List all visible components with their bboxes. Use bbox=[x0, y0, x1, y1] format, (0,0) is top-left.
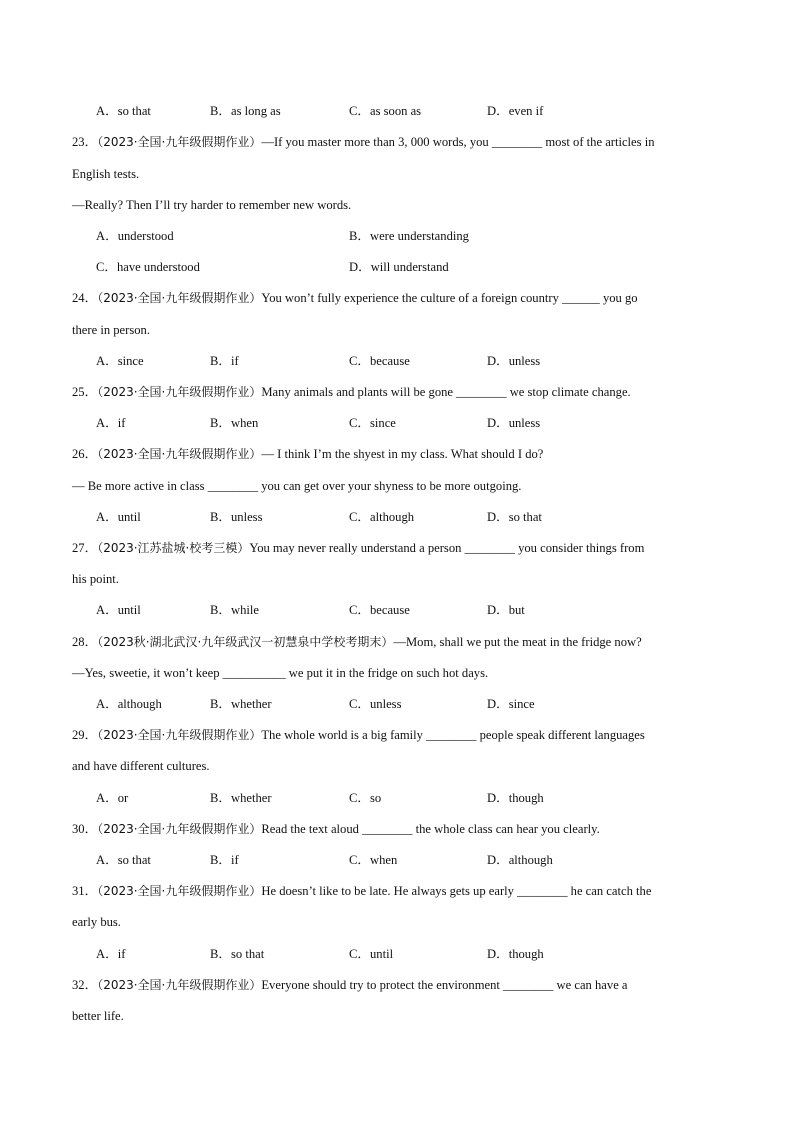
option-a: A．if bbox=[96, 947, 126, 961]
question-number: 28． bbox=[72, 635, 98, 649]
option-a: A．or bbox=[96, 791, 129, 805]
question-number: 25． bbox=[72, 385, 98, 399]
option-b: B．if bbox=[210, 853, 239, 867]
option-d: D．unless bbox=[487, 416, 541, 430]
option-d: D．so that bbox=[487, 510, 542, 524]
question-number: 29． bbox=[72, 728, 98, 742]
question-28-stem bbox=[72, 634, 642, 650]
option-d: D．though bbox=[487, 791, 544, 805]
option-a: A．so that bbox=[96, 853, 151, 867]
option-b: B．whether bbox=[210, 697, 272, 711]
question-29-stem bbox=[72, 727, 645, 743]
question-text: —Mom, shall we put the meat in the fridge now? bbox=[393, 635, 642, 649]
question-text: Read the text aloud ________ the whole class can hear you clearly. bbox=[261, 822, 600, 836]
question-23-stem bbox=[72, 134, 655, 150]
question-number: 31． bbox=[72, 884, 98, 898]
question-text: The whole world is a big family ________ people speak different languages bbox=[261, 728, 645, 742]
option-a: A．since bbox=[96, 354, 144, 368]
question-32-stem bbox=[72, 977, 628, 993]
question-text: —Really? Then I’ll try harder to remember new words. bbox=[72, 198, 352, 212]
option-d: D．but bbox=[487, 603, 525, 617]
question-number: 23． bbox=[72, 135, 98, 149]
option-a: A．if bbox=[96, 416, 126, 430]
question-source: （2023·全国·九年级假期作业） bbox=[97, 135, 262, 149]
option-b: B．so that bbox=[210, 947, 265, 961]
option-c: C．although bbox=[349, 510, 415, 524]
option-c: C．as soon as bbox=[349, 104, 422, 118]
option-a: A．until bbox=[96, 603, 141, 617]
option-c: C．unless bbox=[349, 697, 402, 711]
question-24-stem bbox=[72, 290, 638, 306]
question-source: （2023·江苏盐城·校考三模） bbox=[97, 541, 250, 555]
option-b: B．while bbox=[210, 603, 259, 617]
question-text: English tests. bbox=[72, 167, 140, 181]
option-b: B．unless bbox=[210, 510, 263, 524]
option-b: B．whether bbox=[210, 791, 272, 805]
question-source: （2023·全国·九年级假期作业） bbox=[97, 884, 262, 898]
question-source: （2023·全国·九年级假期作业） bbox=[97, 978, 262, 992]
question-27-stem bbox=[72, 540, 644, 556]
question-text: —If you master more than 3, 000 words, you ________ most of the articles in bbox=[261, 135, 655, 149]
option-c: C．have understood bbox=[96, 260, 200, 274]
question-30-stem bbox=[72, 821, 600, 837]
option-c: C．because bbox=[349, 603, 410, 617]
option-b: B．as long as bbox=[210, 104, 281, 118]
option-b: B．were understanding bbox=[349, 229, 469, 243]
question-25-stem bbox=[72, 384, 631, 400]
option-c: C．so bbox=[349, 791, 382, 805]
option-a: A．until bbox=[96, 510, 141, 524]
option-c: C．since bbox=[349, 416, 396, 430]
question-number: 24． bbox=[72, 291, 98, 305]
question-text: He doesn’t like to be late. He always gets up early ________ he can catch the bbox=[261, 884, 652, 898]
question-source: （2023秋·湖北武汉·九年级武汉一初慧泉中学校考期末） bbox=[97, 635, 394, 649]
question-number: 27． bbox=[72, 541, 98, 555]
question-source: （2023·全国·九年级假期作业） bbox=[97, 728, 262, 742]
option-a: A．understood bbox=[96, 229, 174, 243]
option-d: D．will understand bbox=[349, 260, 449, 274]
question-number: 26． bbox=[72, 447, 98, 461]
question-number: 30． bbox=[72, 822, 98, 836]
question-text: —Yes, sweetie, it won’t keep __________ we put it in the fridge on such hot days. bbox=[72, 666, 489, 680]
option-a: A．so that bbox=[96, 104, 151, 118]
option-a: A．although bbox=[96, 697, 162, 711]
question-text: You won’t fully experience the culture of a foreign country ______ you go bbox=[261, 291, 638, 305]
question-text: You may never really understand a person ________ you consider things from bbox=[249, 541, 645, 555]
question-26-stem bbox=[72, 446, 543, 462]
question-text: and have different cultures. bbox=[72, 759, 210, 773]
question-text: Everyone should try to protect the environment ________ we can have a bbox=[261, 978, 628, 992]
option-d: D．since bbox=[487, 697, 535, 711]
question-text: — I think I’m the shyest in my class. What should I do? bbox=[261, 447, 544, 461]
option-d: D．even if bbox=[487, 104, 544, 118]
question-text: early bus. bbox=[72, 915, 121, 929]
question-source: （2023·全国·九年级假期作业） bbox=[97, 385, 262, 399]
option-b: B．when bbox=[210, 416, 259, 430]
question-text: — Be more active in class ________ you can get over your shyness to be more outgoing. bbox=[72, 479, 522, 493]
option-c: C．when bbox=[349, 853, 398, 867]
question-text: better life. bbox=[72, 1009, 124, 1023]
question-text: his point. bbox=[72, 572, 119, 586]
question-source: （2023·全国·九年级假期作业） bbox=[97, 822, 262, 836]
option-b: B．if bbox=[210, 354, 239, 368]
option-d: D．though bbox=[487, 947, 544, 961]
question-number: 32． bbox=[72, 978, 98, 992]
option-c: C．because bbox=[349, 354, 410, 368]
question-text: Many animals and plants will be gone ________ we stop climate change. bbox=[261, 385, 631, 399]
option-c: C．until bbox=[349, 947, 394, 961]
question-text: there in person. bbox=[72, 323, 150, 337]
question-source: （2023·全国·九年级假期作业） bbox=[97, 447, 262, 461]
question-31-stem bbox=[72, 883, 651, 899]
option-d: D．unless bbox=[487, 354, 541, 368]
option-d: D．although bbox=[487, 853, 553, 867]
question-source: （2023·全国·九年级假期作业） bbox=[97, 291, 262, 305]
